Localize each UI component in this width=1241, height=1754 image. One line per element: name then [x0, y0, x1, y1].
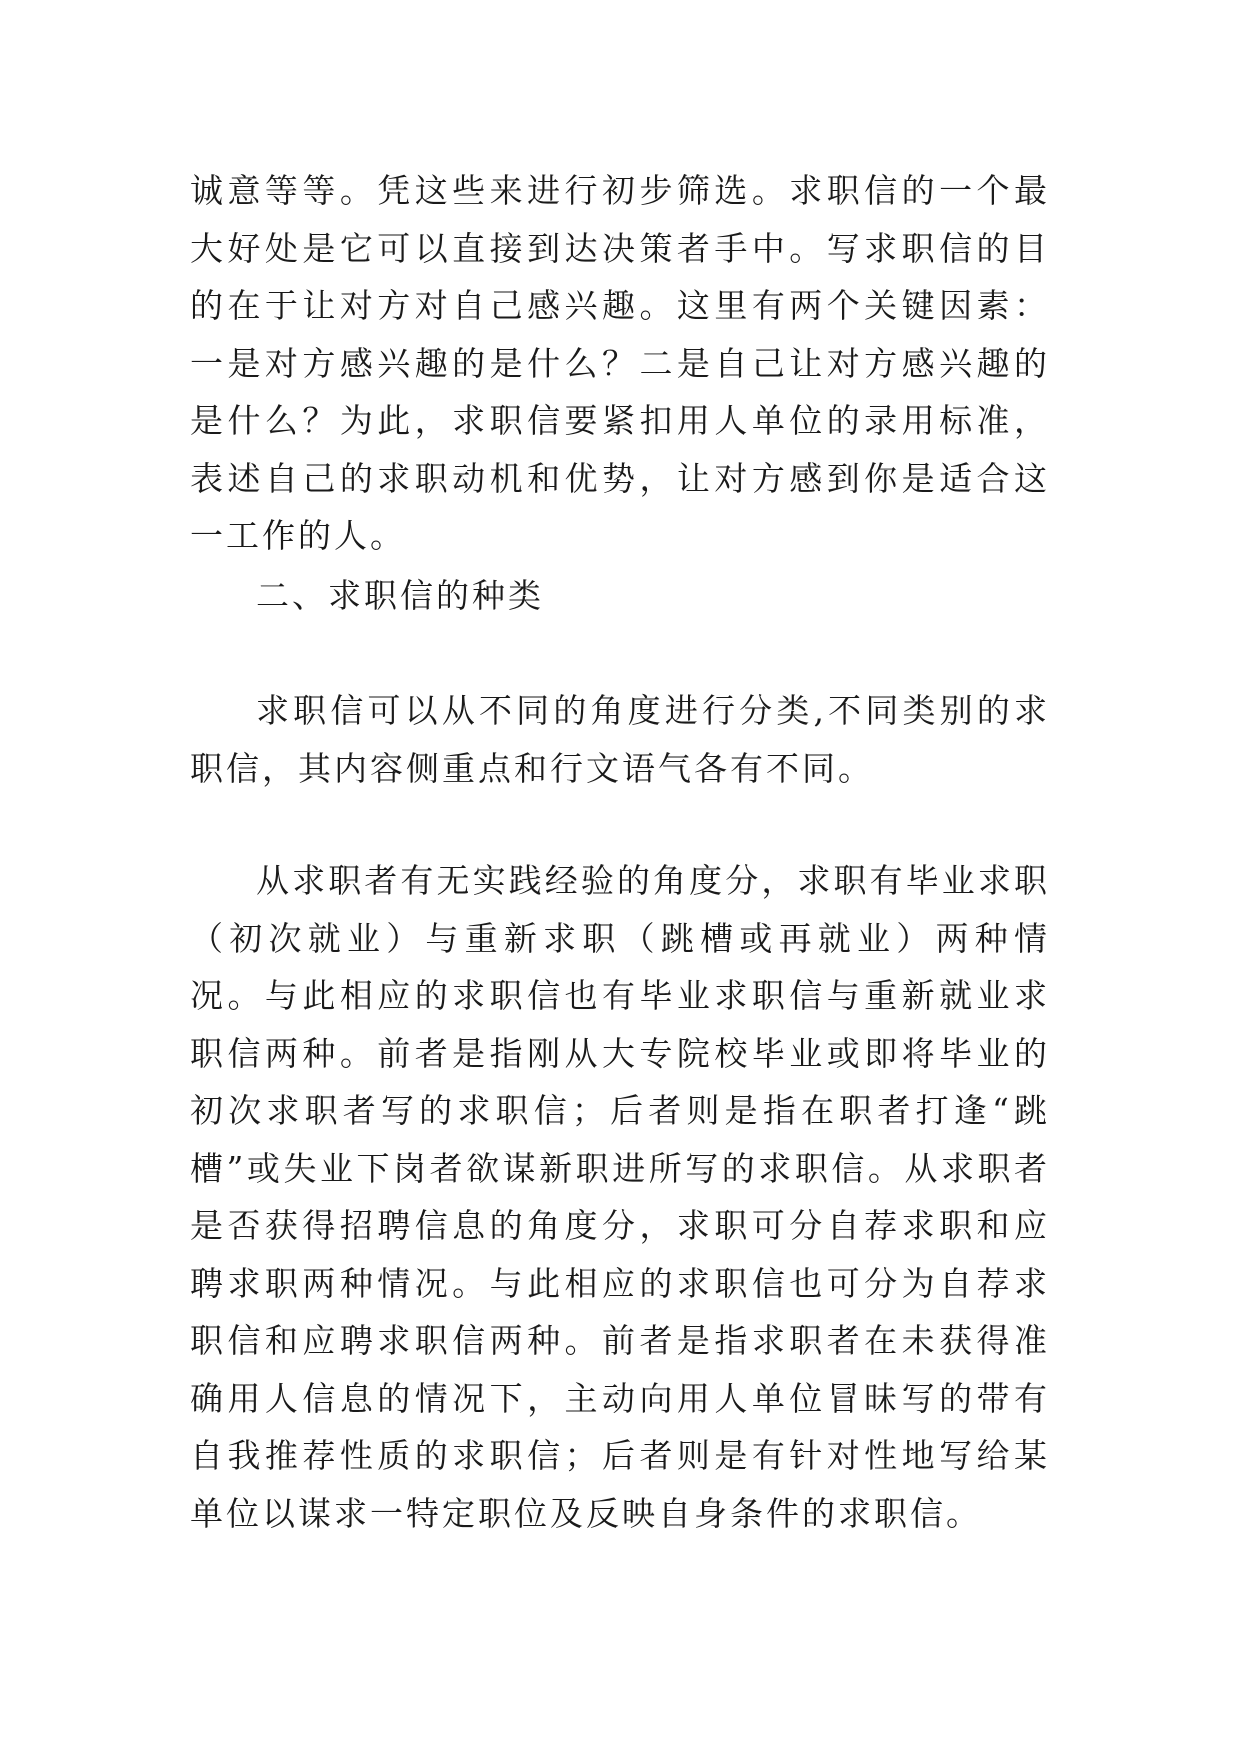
section-heading: 二、求职信的种类 — [256, 576, 544, 615]
paragraph-classification-detail: 从求职者有无实践经验的角度分，求职有毕业求职（初次就业）与重新求职（跳槽或再就业）两种情况。与此相应的求职信也有毕业求职信与重新就业求职信两种。前者是指刚从大专院校毕业或即将毕业的初次求职者写的求职信；后者则是指在职者打逢“跳槽”或失业下岗者欲谋新职进所写的求职信。从求职者是否获得招聘信息的角度分，求职可分自荐求职和应聘求职两种情况。与此相应的求职信也可分为自荐求职信和应聘求职信两种。前者是指求职者在未获得准确用人信息的情况下，主动向用人单位冒昧写的带有自我推荐性质的求职信；后者则是有针对性地写给某单位以谋求一特定职位及反映自身条件的求职信。 — [190, 861, 1050, 1533]
paragraph-classification-intro: 求职信可以从不同的角度进行分类,不同类别的求职信，其内容侧重点和行文语气各有不同。 — [190, 691, 1050, 788]
paragraph-continuation: 诚意等等。凭这些来进行初步筛选。求职信的一个最大好处是它可以直接到达决策者手中。写求职信的目的在于让对方对自己感兴趣。这里有两个关键因素：一是对方感兴趣的是什么？二是自己让对方感兴趣的是什么？为此，求职信要紧扣用人单位的录用标准，表述自己的求职动机和优势，让对方感到你是适合这一工作的人。 — [190, 171, 1050, 555]
